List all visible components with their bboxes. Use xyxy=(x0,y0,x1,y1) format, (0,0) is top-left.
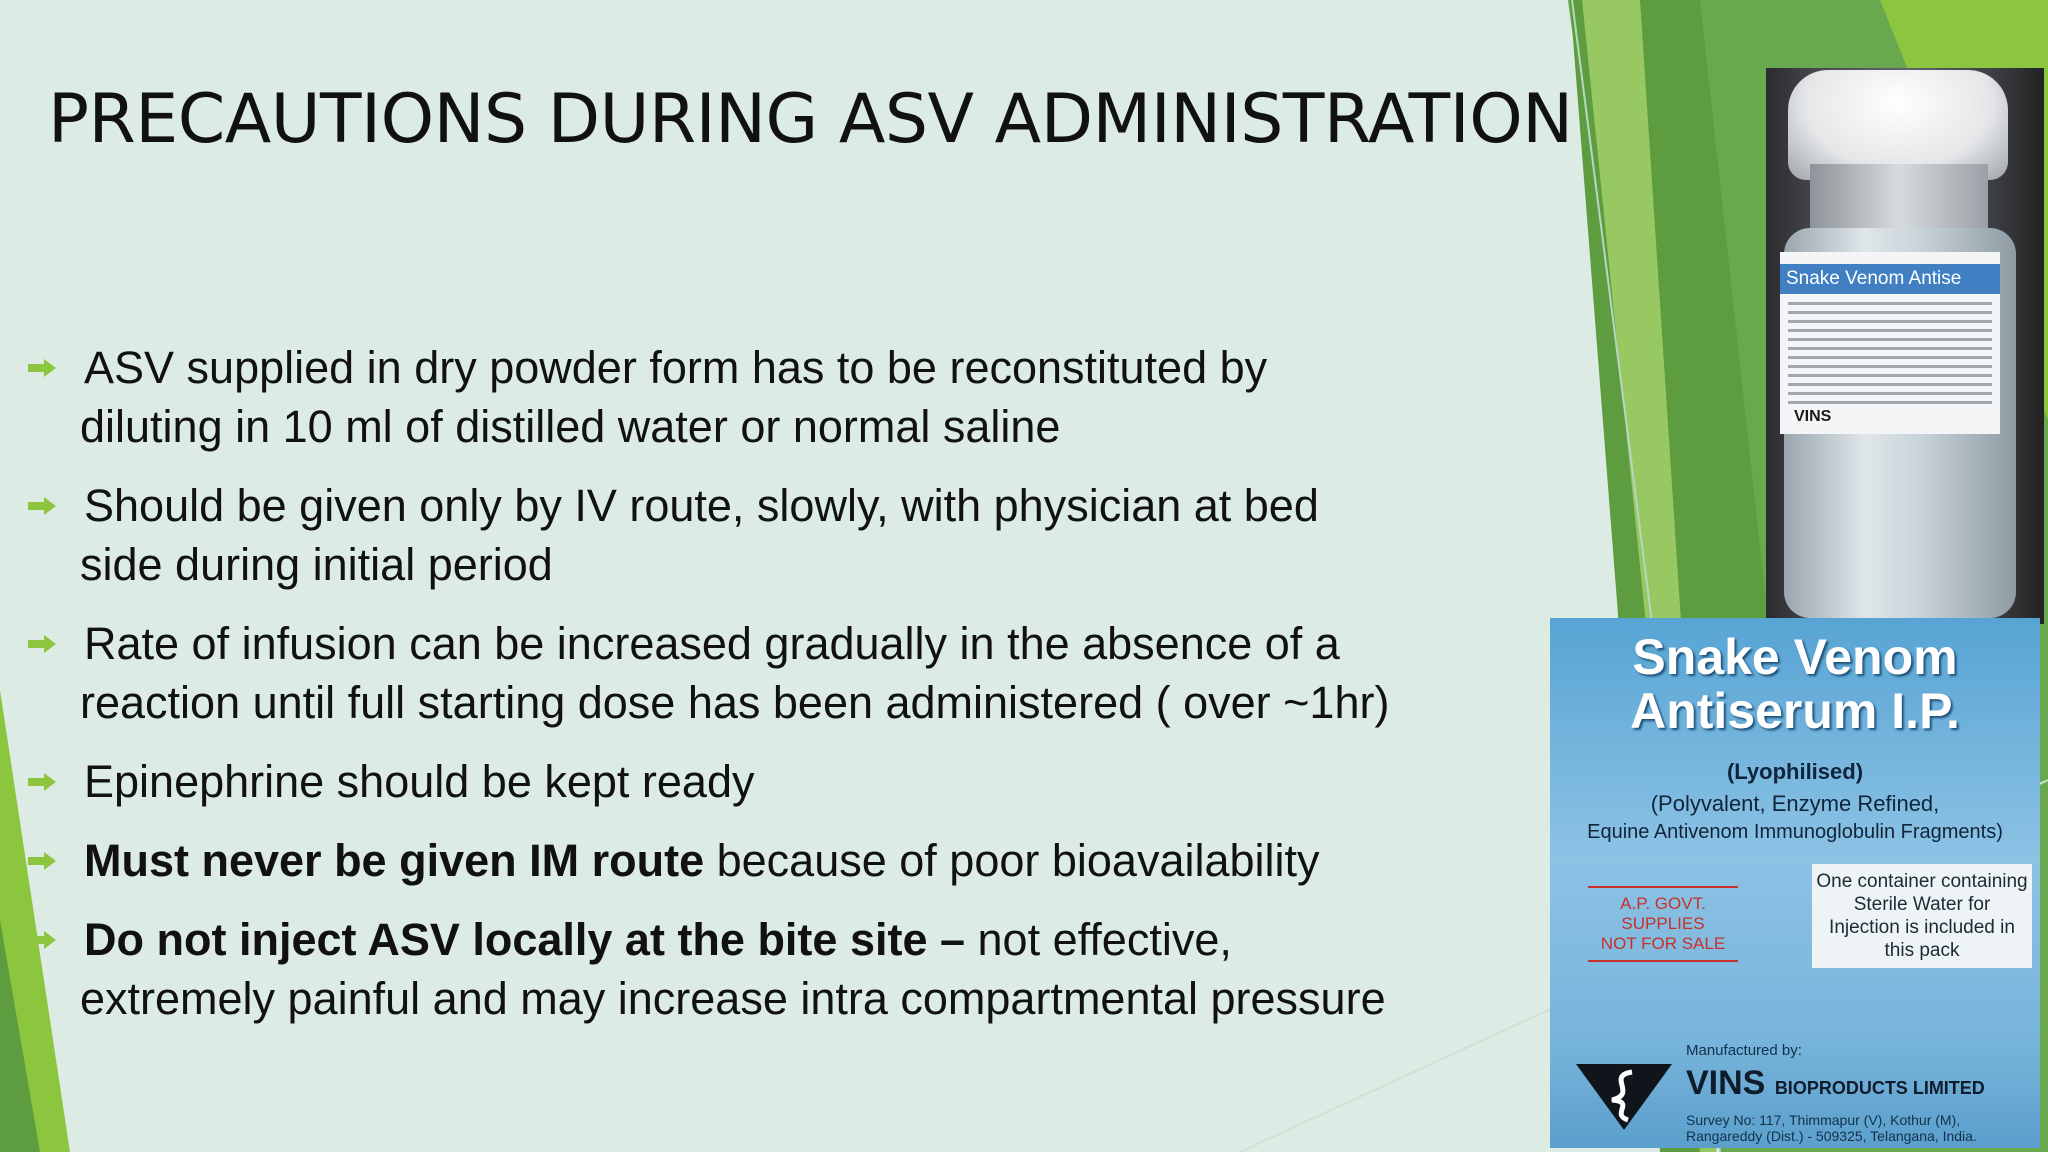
box-address-line2: Rangareddy (Dist.) - 509325, Telangana, India. xyxy=(1686,1128,1977,1144)
bullet-bold: Must never be given IM route xyxy=(84,835,705,886)
bullet-text: Epinephrine should be kept ready xyxy=(84,756,755,807)
box-form: (Lyophilised) xyxy=(1726,759,1864,784)
arrow-bullet-icon xyxy=(28,852,56,870)
bullet-text: ASV supplied in dry powder form has to be reconstituted by xyxy=(84,342,1268,393)
box-desc-line2: Equine Antivenom Immunoglobulin Fragments) xyxy=(1587,821,2003,843)
box-address xyxy=(1686,1112,1977,1144)
box-manufactured-by: Manufactured by: xyxy=(1686,1042,1802,1059)
slide-title: PRECAUTIONS DURING ASV ADMINISTRATION xyxy=(48,80,1573,159)
arrow-bullet-icon xyxy=(28,359,56,377)
govt-line1: A.P. GOVT. SUPPLIES xyxy=(1620,894,1706,933)
bullet-text: not effective, xyxy=(965,914,1232,965)
vial-brand-logo: VINS xyxy=(1794,408,1832,425)
bullet-bold: Do not inject ASV locally at the bite site – xyxy=(84,914,966,965)
vial-label-title: Snake Venom Antise xyxy=(1780,264,2000,294)
vial-label-fine-print xyxy=(1788,302,1992,410)
box-title-line1: Snake Venom xyxy=(1632,629,1958,685)
bullet-text-continued: reaction until full starting dose has been administered ( over ~1hr) xyxy=(80,677,1390,728)
vins-logo-icon xyxy=(1576,1054,1672,1130)
govt-supply-notice xyxy=(1588,886,1738,962)
box-brand xyxy=(1686,1064,1985,1103)
arrow-bullet-icon xyxy=(28,635,56,653)
vial-neck xyxy=(1810,164,1988,234)
vial-label xyxy=(1780,252,2000,434)
bullet-text: Rate of infusion can be increased gradually in the absence of a xyxy=(84,618,1340,669)
box-address-line1: Survey No: 117, Thimmapur (V), Kothur (M), xyxy=(1686,1112,1961,1128)
bullet-item xyxy=(28,338,1528,456)
bullet-item xyxy=(28,476,1528,594)
bullet-item xyxy=(28,752,1528,811)
bullet-item xyxy=(28,910,1528,1028)
bullet-text-continued: side during initial period xyxy=(80,539,553,590)
bullet-text: because of poor bioavailability xyxy=(704,835,1320,886)
bullet-text-continued: diluting in 10 ml of distilled water or normal saline xyxy=(80,401,1061,452)
bullet-text-continued: extremely painful and may increase intra compartmental pressure xyxy=(80,973,1386,1024)
box-brand-name: VINS xyxy=(1686,1064,1766,1102)
arrow-bullet-icon xyxy=(28,773,56,791)
bullet-item xyxy=(28,831,1528,890)
bullet-list xyxy=(28,338,1528,1048)
govt-line2: NOT FOR SALE xyxy=(1600,934,1726,953)
bullet-item xyxy=(28,614,1528,732)
box-title-line2: Antiserum I.P. xyxy=(1630,683,1960,739)
vial-photo xyxy=(1766,68,2044,624)
box-brand-suffix: BIOPRODUCTS LIMITED xyxy=(1774,1078,1985,1098)
arrow-bullet-icon xyxy=(28,497,56,515)
box-desc-line1: (Polyvalent, Enzyme Refined, xyxy=(1650,791,1940,816)
bullet-text: Should be given only by IV route, slowly, with physician at bed xyxy=(84,480,1319,531)
arrow-bullet-icon xyxy=(28,931,56,949)
box-note: One container containing Sterile Water for Injection is included in this pack xyxy=(1812,864,2032,968)
antiserum-box-photo xyxy=(1550,618,2040,1148)
